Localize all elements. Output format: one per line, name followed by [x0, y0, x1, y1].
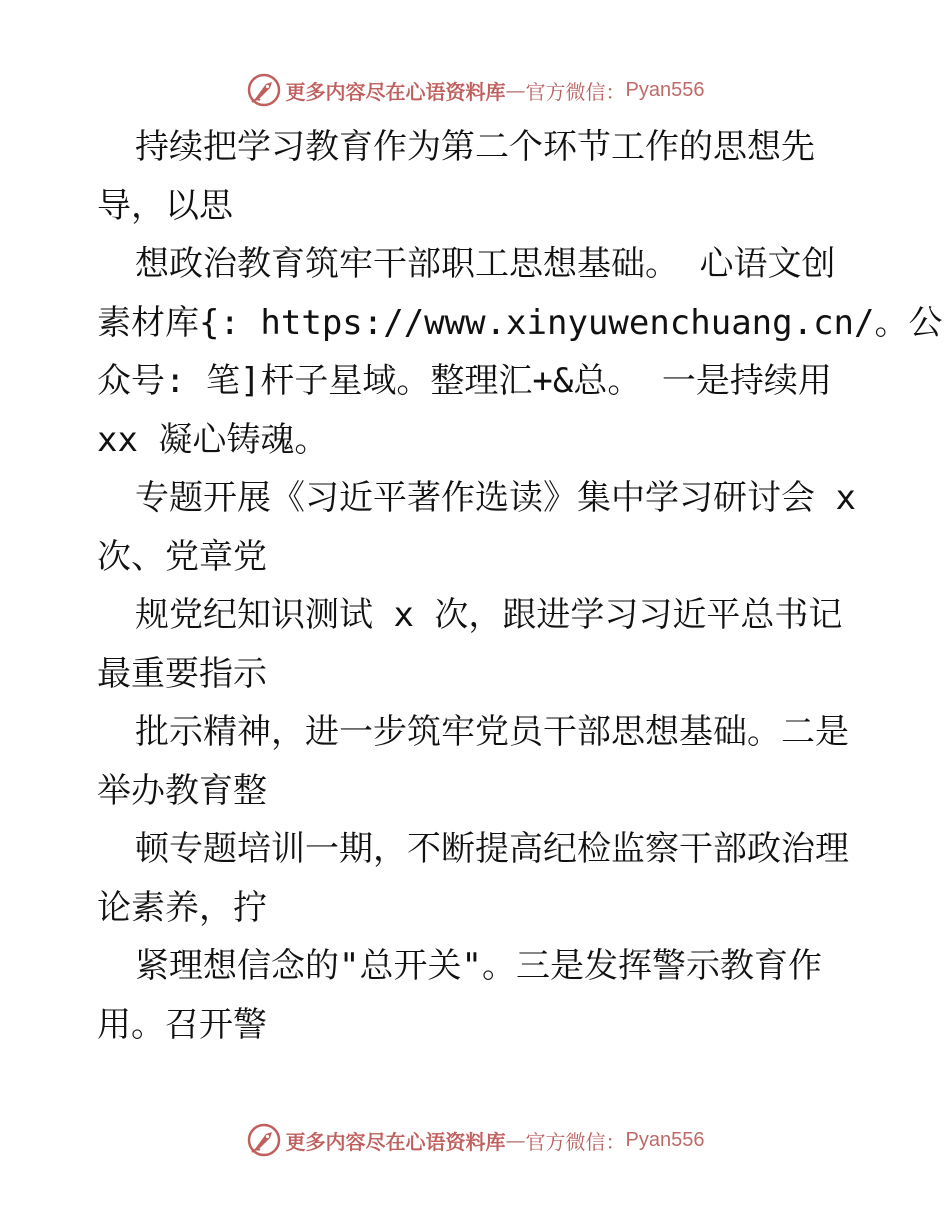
banner-brand: 更多内容尽在心语资料库 [285, 1129, 506, 1154]
text-line: 论素养，拧 [97, 887, 267, 928]
text-line: 用。召开警 [97, 1004, 267, 1045]
banner-handle: Pyan556 [625, 1128, 705, 1151]
text-line: 紧理想信念的"总开关"。三是发挥警示教育作 [135, 946, 822, 986]
text-line: 规党纪知识测试 x 次，跟进学习习近平总书记 [135, 595, 843, 635]
banner-brand: 更多内容尽在心语资料库 [285, 79, 506, 104]
text-line: xx 凝心铸魂。 [97, 419, 329, 460]
header-banner [0, 70, 950, 110]
banner-handle: Pyan556 [625, 78, 705, 101]
banner-wechat-label: 官方微信： [525, 1129, 626, 1154]
text-line: 顿专题培训一期，不断提高纪检监察干部政治理 [135, 829, 849, 869]
banner-separator: — [505, 1128, 526, 1152]
pen-nib-logo-icon [246, 72, 282, 108]
banner-separator: — [505, 78, 526, 102]
text-line: 众号: 笔]杆子星域。整理汇+&总。 一是持续用 [97, 361, 832, 401]
text-line: 最重要指示 [97, 653, 267, 694]
text-line: 持续把学习教育作为第二个环节工作的思想先 [135, 127, 815, 167]
footer-banner [0, 1120, 950, 1160]
document-body [97, 118, 943, 1054]
text-line: 举办教育整 [97, 770, 267, 811]
text-line: 想政治教育筑牢干部职工思想基础。 心语文创 [135, 244, 836, 284]
text-line: 批示精神，进一步筑牢党员干部思想基础。二是 [135, 712, 849, 752]
text-line: 素材库{: https://www.xinyuwenchuang.cn/。公 [97, 302, 943, 343]
banner-wechat-label: 官方微信： [525, 79, 626, 104]
text-line: 专题开展《习近平著作选读》集中学习研讨会 x [135, 478, 856, 518]
text-line: 次、党章党 [97, 536, 267, 577]
text-line: 导，以思 [97, 185, 233, 226]
pen-nib-logo-icon [246, 1122, 282, 1158]
